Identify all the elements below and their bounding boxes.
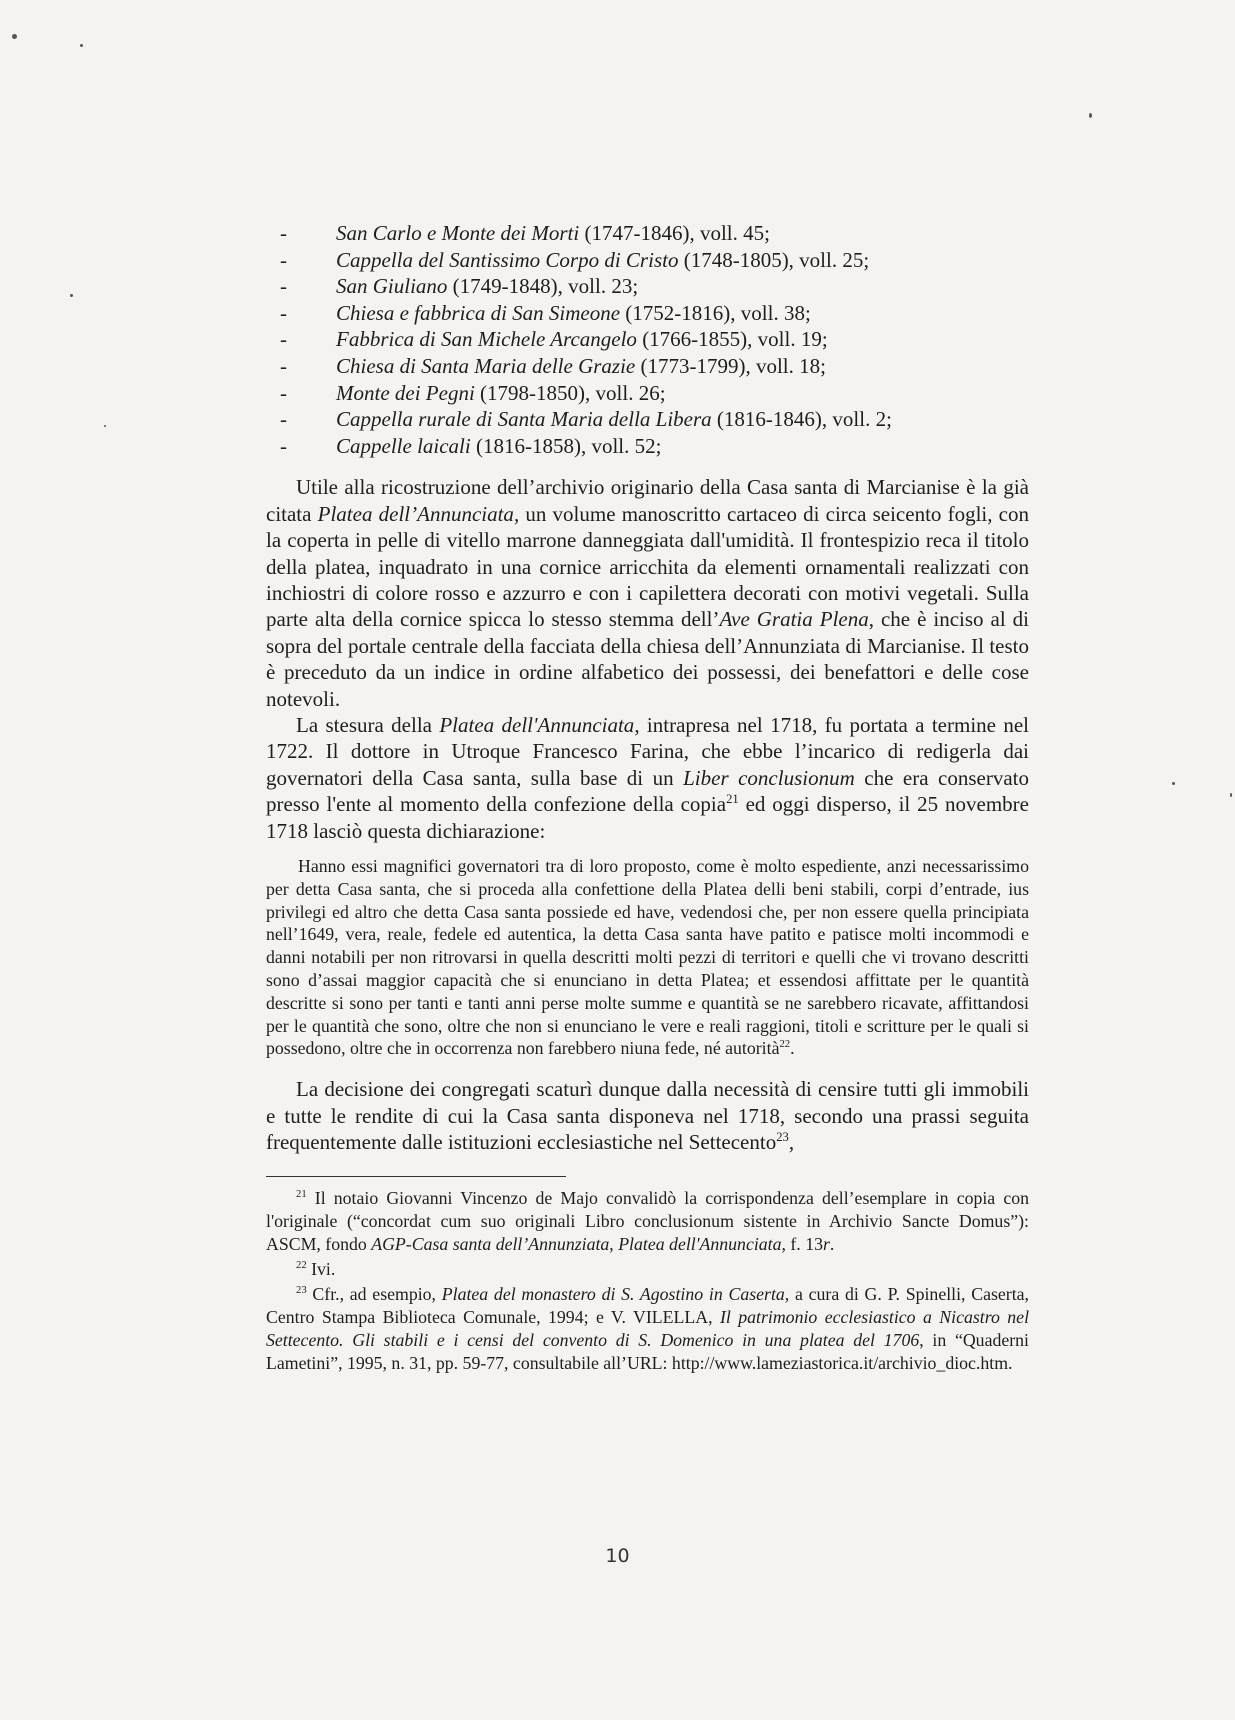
scan-speck — [104, 425, 106, 427]
footnote-ref: 22 — [779, 1038, 791, 1051]
fund-details: (1773-1799), voll. 18; — [635, 353, 826, 378]
scan-speck — [70, 294, 73, 297]
list-item — [266, 406, 1029, 433]
footnote-number: 21 — [296, 1188, 307, 1201]
fund-title: San Giuliano — [336, 274, 448, 299]
scan-speck — [1172, 782, 1175, 785]
list-item — [266, 247, 1029, 274]
fund-details: (1816-1846), voll. 2; — [711, 407, 892, 432]
scan-speck — [1089, 113, 1092, 118]
footnote-21: $^{21}$ Il notaio Giovanni Vincenzo de Majo convalidò la corrispondenza dell’esemplare in copia con l'originale (“concordat cum suo originali Libro conclusionum sistente in Archivio Sancte Domus”): ASCM, fondo AGP-Casa santa dell’Annunziata, Platea dell'Annunciata, f. 13r. — [266, 1188, 1029, 1255]
fund-details: (1747-1846), voll. 45; — [579, 221, 770, 245]
list-bullet: - — [280, 300, 287, 325]
scan-speck — [80, 44, 83, 47]
footnote-ref: 23 — [776, 1130, 789, 1145]
body-paragraph-2: La stesura della Platea dell'Annunciata, intrapresa nel 1718, fu portata a termine nel 1722. Il dottore in Utroque Francesco Farina, che ebbe l’incarico di redigerla dai governatori della Casa santa, sulla base di un Liber conclusionum che era conservato presso l'ente al momento della confezione della copia$^{21}$ ed oggi disperso, il 25 novembre 1718 lasciò questa dichiarazione: — [266, 713, 1029, 843]
footnote-22: $^{22}$ Ivi. — [296, 1259, 336, 1280]
scan-speck — [12, 34, 17, 39]
list-item — [266, 273, 1029, 300]
fund-title: Cappella rurale di Santa Maria della Libera — [336, 407, 712, 432]
list-bullet: - — [280, 327, 287, 352]
list-bullet: - — [280, 407, 287, 432]
fund-title: Monte dei Pegni — [336, 380, 475, 405]
list-item — [266, 433, 1029, 460]
fund-details: (1749-1848), voll. 23; — [447, 274, 639, 299]
fund-details: (1816-1858), voll. 52; — [470, 433, 662, 458]
list-bullet: - — [280, 221, 287, 245]
list-bullet: - — [280, 380, 287, 405]
list-item — [266, 300, 1029, 327]
list-item — [266, 220, 1029, 247]
page-number: 10 — [605, 1545, 630, 1567]
scan-speck — [1230, 793, 1232, 797]
fund-title: Fabbrica di San Michele Arcangelo — [336, 327, 637, 352]
list-bullet: - — [280, 353, 287, 378]
fund-title: Chiesa e fabbrica di San Simeone — [336, 300, 621, 325]
footnote-ref: 21 — [726, 792, 739, 807]
footnote-23: $^{23}$ Cfr., ad esempio, Platea del monastero di S. Agostino in Caserta, a cura di G. P. Spinelli, Caserta, Centro Stampa Biblioteca Comunale, 1994; e V. VILELLA, Il patrimonio ecclesiastico a Nicastro nel Settecento. Gli stabili e i censi del convento di S. Domenico in una platea del 1706, in “Quaderni Lametini”, 1995, n. 31, pp. 59-77, consultabile all’URL: http://www.lameziastorica.it/archivio_dioc.htm. — [266, 1284, 1030, 1374]
fund-title: Chiesa di Santa Maria delle Grazie — [336, 353, 636, 378]
fund-details: (1766-1855), voll. 19; — [636, 327, 828, 352]
fund-title: Cappelle laicali — [336, 433, 471, 458]
footnote-number: 23 — [296, 1284, 307, 1297]
fund-title: Cappella del Santissimo Corpo di Cristo — [336, 247, 679, 272]
fund-details: (1798-1850), voll. 26; — [474, 380, 666, 405]
fund-details: (1748-1805), voll. 25; — [678, 247, 870, 272]
fund-title: San Carlo e Monte dei Morti — [336, 221, 580, 245]
fund-details: (1752-1816), voll. 38; — [620, 300, 811, 325]
archive-fund-list — [266, 220, 1029, 459]
list-bullet: - — [280, 433, 287, 458]
list-bullet: - — [280, 247, 287, 272]
list-item — [266, 380, 1029, 407]
body-paragraph-1: Utile alla ricostruzione dell’archivio originario della Casa santa di Marcianise è la già citata Platea dell’Annunciata, un volume manoscritto cartaceo di circa seicento fogli, con la coperta in pelle di vitello marrone danneggiata dall'umidità. Il frontespizio reca il titolo della platea, inquadrato in una cornice arricchita da elementi ornamentali realizzati con inchiostri di colore rosso e azzurro e con i capilettera decorati con motivi vegetali. Sulla parte alta della cornice spicca lo stesso stemma dell’Ave Gratia Plena, che è inciso al di sopra del portale centrale della facciata della chiesa dell’Annunziata di Marcianise. Il testo è preceduto da un indice in ordine alfabetico dei possessi, dei benefattori e delle cose notevoli. — [266, 475, 1029, 711]
list-item — [266, 326, 1029, 353]
page-content — [266, 220, 1029, 1375]
list-item — [266, 353, 1029, 380]
block-quote: Hanno essi magnifici governatori tra di loro proposto, come è molto espediente, anzi necessarissimo per detta Casa santa, che si proceda alla confettione della Platea delli beni stabili, corpi d’entrade, ius privilegi ed altro che detta Casa santa possiede ed have, vedendosi che, per non essere quella principiata nell’1649, vera, reale, fedele ed autentica, la detta Casa santa have patito e patisce molti incommodi e danni notabili per non ritrovarsi in quella descritti molti pezzi di territori e quelli che vi trovano descritti sono d’assai maggior capacità che si enunciano in detta Platea; et essendosi affittate per le quantità descritte si sono per tanti e tanti anni perse molte summe e quantità se ne sarebbero ricavate, affittandosi per le quantità che sono, oltre che non si enunciano le vere e reali raggioni, titoli e scritture per le quali si possedono, oltre che in occorrenza non farebbero niuna fede, né autorità$^{22}$. — [266, 856, 1029, 1059]
footnote-number: 22 — [296, 1259, 307, 1272]
footnote-separator — [266, 1176, 566, 1177]
list-bullet: - — [280, 274, 287, 299]
body-paragraph-3: La decisione dei congregati scaturì dunque dalla necessità di censire tutti gli immobili e tutte le rendite di cui la Casa santa disponeva nel 1718, secondo una prassi seguita frequentemente dalle istituzioni ecclesiastiche nel Settecento$^{23}$, — [266, 1077, 1029, 1155]
